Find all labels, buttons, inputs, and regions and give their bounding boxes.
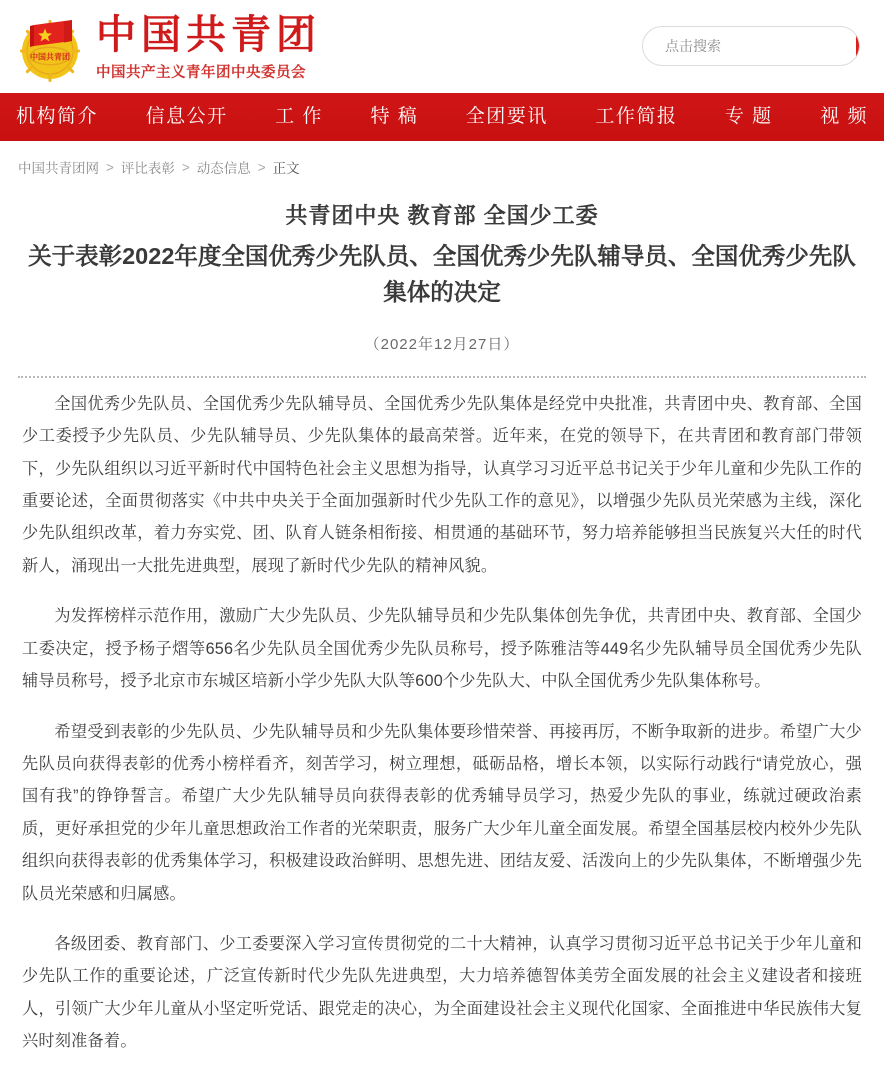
breadcrumb-separator: > — [106, 159, 114, 175]
article-date: （2022年12月27日） — [364, 335, 520, 353]
nav-item-gongzuojianbao[interactable]: 工作简报 — [595, 106, 678, 127]
site-title: 中国共青团 — [96, 10, 321, 58]
nav-item-xinxigongkai[interactable]: 信息公开 — [145, 106, 228, 127]
nav-item-quantuanyaoxun[interactable]: 全团要讯 — [465, 106, 548, 127]
article-paragraph: 全国优秀少先队员、全国优秀少先队辅导员、全国优秀少先队集体是经党中央批准，共青团中央、教育部、全国少工委授予少先队员、少先队辅导员、少先队集体的最高荣誉。近年来，在党的领导下，在共青团和教育部门带领下，少先队组织以习近平新时代中国特色社会主义思想为指导，认真学习习近平总书记关于少年儿童和少先队工作的重要论述，全面贯彻落实《中共中央关于全面加强新时代少先队工作的意见》，以增强少先队员光荣感为主线，深化少先队组织改革，着力夯实党、团、队育人链条相衔接、相贯通的基础环节，努力培养能够担当民族复兴大任的时代新人，涌现出一大批先进典型，展现了新时代少先队的精神风貌。 — [22, 394, 862, 575]
main-navigation — [0, 93, 884, 141]
search-box[interactable] — [642, 26, 860, 66]
article-paragraph: 为发挥榜样示范作用，激励广大少先队员、少先队辅导员和少先队集体创先争优，共青团中央、教育部、全国少工委决定，授予杨子熠等656名少先队员全国优秀少先队员称号，授予陈雅洁等449名少先队辅导员全国优秀少先队辅导员称号，授予北京市东城区培新小学少先队大队等600个少先队大、中队全国优秀少先队集体称号。 — [22, 607, 862, 691]
site-brand[interactable] — [14, 11, 321, 83]
brand-text — [96, 12, 321, 82]
breadcrumb-item-pingbibiaozhang[interactable]: 评比表彰 — [120, 161, 175, 176]
svg-text:中国共青团: 中国共青团 — [30, 51, 70, 61]
breadcrumb-item-home[interactable]: 中国共青团网 — [18, 161, 99, 176]
article-body — [18, 378, 866, 1058]
nav-item-zhuanti[interactable]: 专 题 — [724, 106, 773, 127]
article-supertitle: 共青团中央 教育部 全国少工委 — [285, 203, 599, 228]
article — [0, 199, 884, 1058]
nav-item-shipin[interactable]: 视 频 — [820, 106, 869, 127]
nav-item-tegao[interactable]: 特 稿 — [370, 106, 419, 127]
breadcrumb-item-current: 正文 — [272, 161, 300, 176]
nav-item-gongzuo[interactable]: 工 作 — [275, 106, 323, 127]
breadcrumb-item-dongtaixinxi[interactable]: 动态信息 — [196, 161, 251, 176]
breadcrumb-separator: > — [257, 159, 266, 175]
breadcrumb — [0, 141, 884, 191]
nav-item-jigoujianjie[interactable]: 机构简介 — [16, 106, 99, 127]
search-input[interactable] — [643, 27, 856, 65]
site-header — [0, 0, 884, 93]
search-button[interactable] — [856, 27, 860, 65]
article-paragraph: 希望受到表彰的少先队员、少先队辅导员和少先队集体要珍惜荣誉、再接再厉，不断争取新的进步。希望广大少先队员向获得表彰的优秀小榜样看齐，刻苦学习，树立理想，砥砺品格，增长本领，以实际行动践行“请党放心，强国有我”的铮铮誓言。希望广大少先队辅导员向获得表彰的优秀辅导员学习，热爱少先队的事业，练就过硬政治素质，更好承担党的少年儿童思想政治工作者的光荣职责，服务广大少年儿童全面发展。希望全国基层校内校外少先队组织向获得表彰的优秀集体学习，积极建设政治鲜明、思想先进、团结友爱、活泼向上的少先队集体，不断增强少先队员光荣感和归属感。 — [22, 722, 862, 903]
breadcrumb-separator: > — [181, 159, 190, 175]
article-paragraph: 各级团委、教育部门、少工委要深入学习宣传贯彻党的二十大精神，认真学习贯彻习近平总书记关于少年儿童和少先队工作的重要论述，广泛宣传新时代少先队先进典型，大力培养德智体美劳全面发展的社会主义建设者和接班人，引领广大少年儿童从小坚定听党话、跟党走的决心，为全面建设社会主义现代化国家、全面推进中华民族伟大复兴时刻准备着。 — [22, 934, 862, 1051]
site-subtitle: 中国共产主义青年团中央委员会 — [96, 63, 306, 81]
communist-youth-league-emblem — [14, 11, 86, 83]
article-title: 关于表彰2022年度全国优秀少先队员、全国优秀少先队辅导员、全国优秀少先队集体的决定 — [28, 243, 856, 306]
